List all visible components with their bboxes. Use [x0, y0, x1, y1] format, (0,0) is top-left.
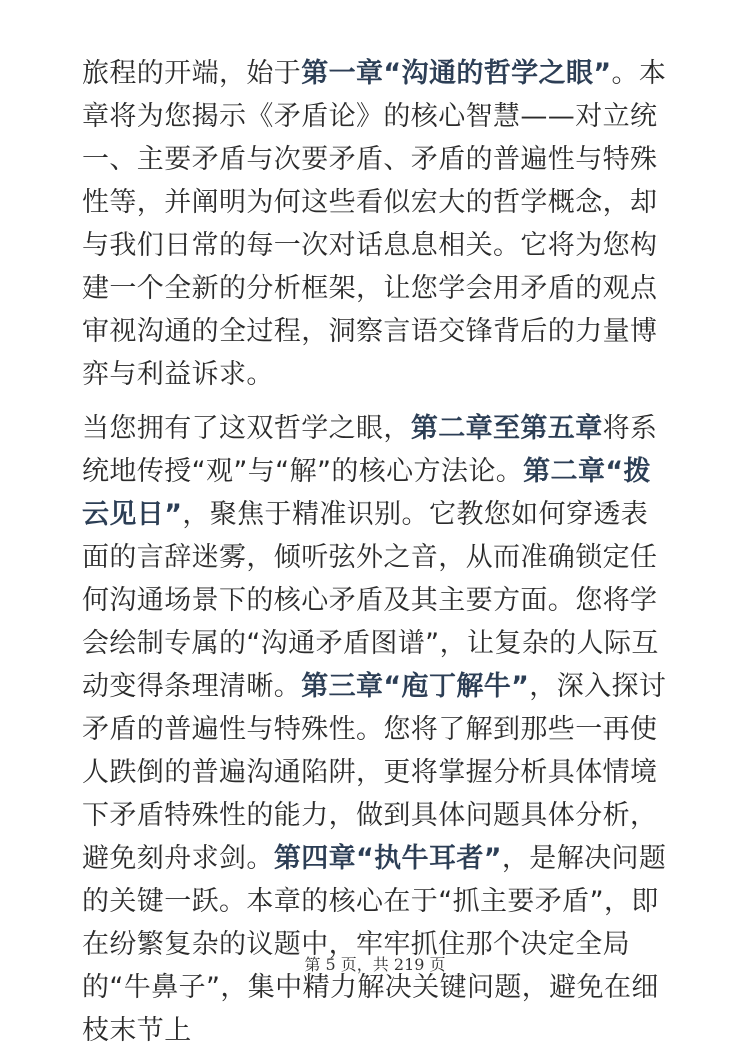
paragraph-chapter-one: [82, 52, 672, 396]
text-run: ，聚焦于精准识别。它教您如何穿透表面的言辞迷雾，倾听弦外之音，从而准确锁定任何沟通场景下的核心矛盾及其主要方面。您将学会绘制专属的“沟通矛盾图谱”，让复杂的人际互动变得条理清晰。: [82, 499, 659, 702]
chapter-title-highlight: 第四章“执牛耳者”: [273, 843, 502, 874]
chapter-title-highlight: 第一章“沟通的哲学之眼”: [301, 58, 612, 89]
page-number-label: 第 5 页，共 219 页: [304, 955, 446, 974]
document-body: [82, 52, 672, 1052]
chapter-range-highlight: 第二章至第五章: [410, 413, 603, 444]
text-run: ，是解决问题的关键一跃。本章的核心在于“抓主要矛盾”，即在纷繁复杂的议题中，牢牢抓住那个决定全局的“牛鼻子”，集中精力解决关键问题，避免在细枝末节上: [82, 843, 667, 1046]
text-run: ，深入探讨矛盾的普遍性与特殊性。您将了解到那些一再使人跌倒的普遍沟通陷阱，更将掌握分析具体情境下矛盾特殊性的能力，做到具体问题具体分析，避免刻舟求剑。: [82, 671, 667, 874]
text-run: 。本章将为您揭示《矛盾论》的核心智慧——对立统一、主要矛盾与次要矛盾、矛盾的普遍性与特殊性等，并阐明为何这些看似宏大的哲学概念，却与我们日常的每一次对话息息相关。它将为您构建一个全新的分析框架，让您学会用矛盾的观点审视沟通的全过程，洞察言语交锋背后的力量博弈与利益诉求。: [82, 58, 667, 390]
page-footer: [0, 952, 750, 975]
chapter-title-highlight: 第二章“拨云见日”: [82, 456, 651, 530]
text-run: 将系统地传授“观”与“解”的核心方法论。: [82, 413, 658, 487]
chapter-title-highlight: 第三章“庖丁解牛”: [301, 671, 530, 702]
text-run: 当您拥有了这双哲学之眼，: [82, 413, 411, 444]
text-run: 旅程的开端，始于: [82, 58, 302, 89]
